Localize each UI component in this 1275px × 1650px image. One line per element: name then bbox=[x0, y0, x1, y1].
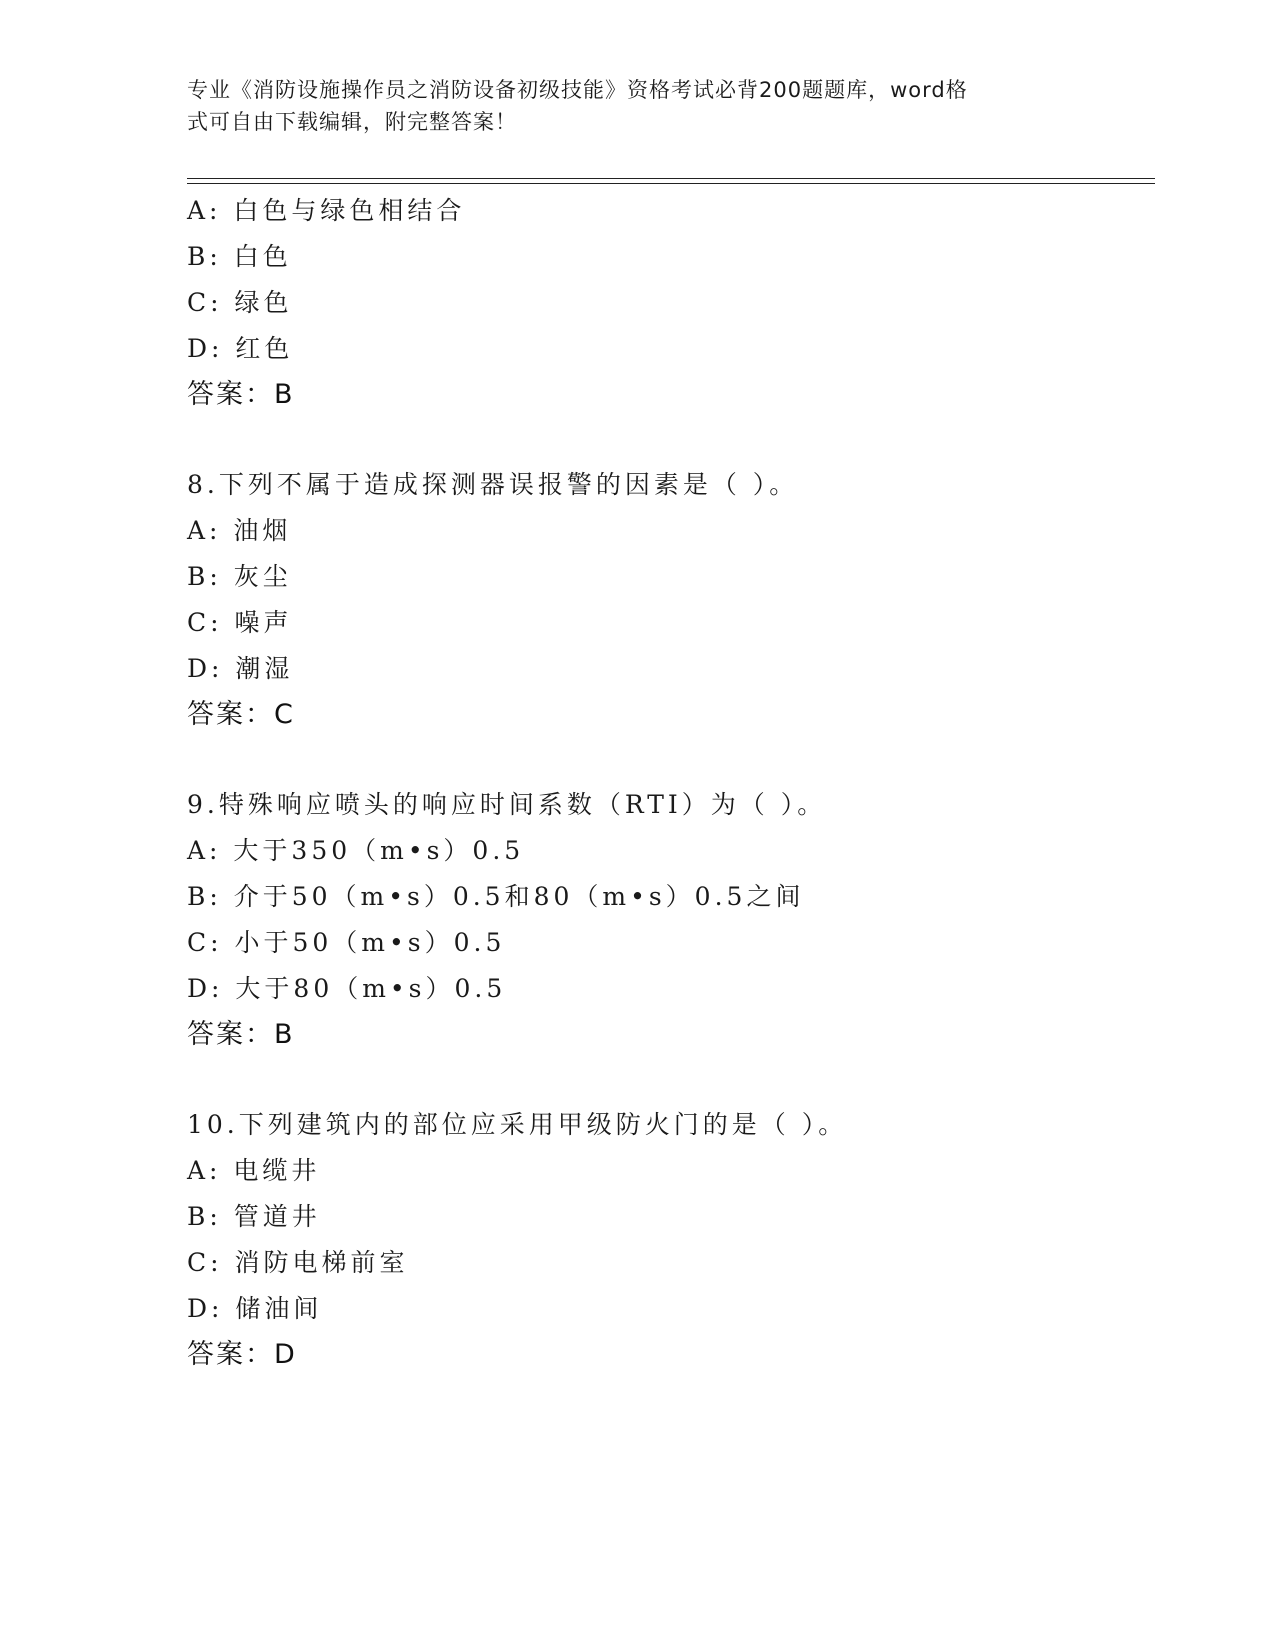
answer-label: 答案： bbox=[187, 1339, 274, 1370]
option-d: D: 潮湿 bbox=[187, 654, 294, 683]
option-a: A: 白色与绿色相结合 bbox=[187, 196, 466, 225]
question-10 bbox=[187, 1102, 1147, 1378]
question-stem: 10.下列建筑内的部位应采用甲级防火门的是（ ）。 bbox=[187, 1110, 848, 1139]
option-b: B: 介于50（m•s）0.5和80（m•s）0.5之间 bbox=[187, 882, 805, 911]
answer-line bbox=[187, 692, 1147, 738]
option-c: C: 噪声 bbox=[187, 608, 293, 637]
option-d: D: 大于80（m•s）0.5 bbox=[187, 974, 507, 1003]
question-8 bbox=[187, 462, 1147, 738]
answer-value: D bbox=[274, 1339, 295, 1370]
question-list bbox=[187, 188, 1147, 1378]
option-b: B: 灰尘 bbox=[187, 562, 292, 591]
header-line-1: 专业《消防设施操作员之消防设备初级技能》资格考试必背200题题库，word格 bbox=[187, 78, 968, 102]
header-line-2: 式可自由下载编辑，附完整答案！ bbox=[187, 110, 517, 134]
answer-value: B bbox=[274, 379, 293, 410]
document-header bbox=[187, 74, 1067, 138]
answer-label: 答案： bbox=[187, 379, 274, 410]
answer-label: 答案： bbox=[187, 1019, 274, 1050]
option-d: D: 红色 bbox=[187, 334, 294, 363]
answer-line bbox=[187, 1012, 1147, 1058]
answer-value: C bbox=[274, 699, 293, 730]
option-b: B: 管道井 bbox=[187, 1202, 321, 1231]
question-7 bbox=[187, 188, 1147, 418]
option-a: A: 电缆井 bbox=[187, 1156, 321, 1185]
option-c: C: 消防电梯前室 bbox=[187, 1248, 409, 1277]
question-stem: 9.特殊响应喷头的响应时间系数（RTI）为（ ）。 bbox=[187, 790, 827, 819]
answer-line bbox=[187, 1332, 1147, 1378]
option-a: A: 油烟 bbox=[187, 516, 292, 545]
answer-line bbox=[187, 372, 1147, 418]
answer-label: 答案： bbox=[187, 699, 274, 730]
header-rule-top bbox=[187, 178, 1155, 179]
question-stem: 8.下列不属于造成探测器误报警的因素是（ ）。 bbox=[187, 470, 799, 499]
header-rule-bottom bbox=[187, 183, 1155, 184]
question-9 bbox=[187, 782, 1147, 1058]
option-c: C: 小于50（m•s）0.5 bbox=[187, 928, 506, 957]
option-d: D: 储油间 bbox=[187, 1294, 323, 1323]
answer-value: B bbox=[274, 1019, 293, 1050]
option-b: B: 白色 bbox=[187, 242, 292, 271]
option-c: C: 绿色 bbox=[187, 288, 293, 317]
option-a: A: 大于350（m•s）0.5 bbox=[187, 836, 525, 865]
